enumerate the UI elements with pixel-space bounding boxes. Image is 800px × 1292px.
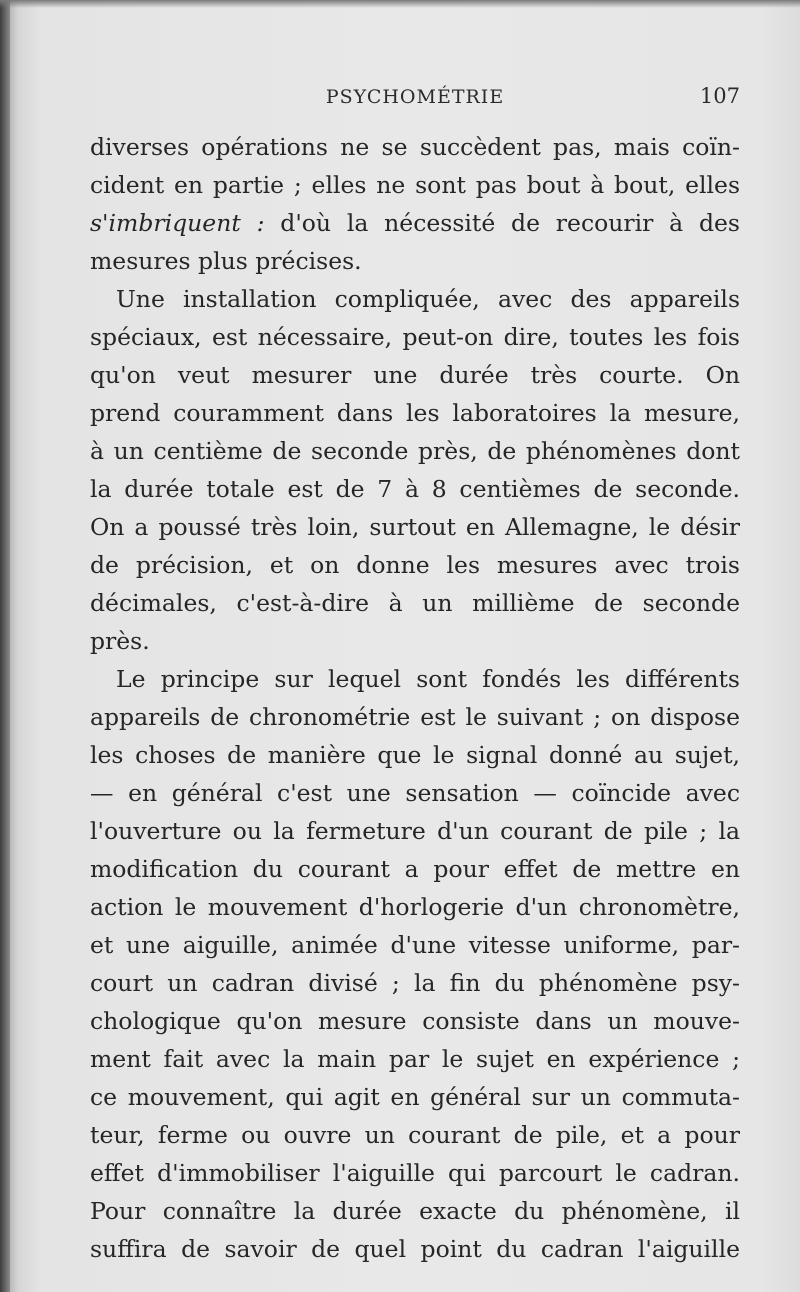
page-header xyxy=(90,84,740,114)
body-text xyxy=(90,128,740,1268)
text-line: modification du courant a pour effet de mettre en xyxy=(90,855,740,883)
running-head: PSYCHOMÉTRIE xyxy=(325,86,505,108)
text-line: chologique qu'on mesure consiste dans un mouve- xyxy=(90,1007,740,1035)
text-line: la durée totale est de 7 à 8 centièmes de seconde. xyxy=(90,475,740,503)
text-line: action le mouvement d'horlogerie d'un chronomètre, xyxy=(90,893,740,921)
text-line xyxy=(90,204,740,242)
text-line: ment fait avec la main par le sujet en expérience ; xyxy=(90,1045,740,1073)
italic-term: s'imbriquent : xyxy=(90,209,265,237)
text-line: suffira de savoir de quel point du cadran l'aiguille xyxy=(90,1235,740,1263)
text-line: prend couramment dans les laboratoires la mesure, xyxy=(90,399,740,427)
paragraph-first-line: Le principe sur lequel sont fondés les différents xyxy=(116,665,740,693)
text-line: qu'on veut mesurer une durée très courte. On xyxy=(90,361,740,389)
text-line: effet d'immobiliser l'aiguille qui parcourt le cadran. xyxy=(90,1159,740,1187)
page-number: 107 xyxy=(699,84,740,108)
text-line: près. xyxy=(90,627,150,655)
text-line: et une aiguille, animée d'une vitesse uniforme, par- xyxy=(90,931,740,959)
text-line: cident en partie ; elles ne sont pas bout à bout, elles xyxy=(90,171,740,199)
text-line: l'ouverture ou la fermeture d'un courant de pile ; la xyxy=(90,817,740,845)
text-line: teur, ferme ou ouvre un courant de pile, et a pour xyxy=(90,1121,740,1149)
text-line: Pour connaître la durée exacte du phénomène, il xyxy=(90,1197,740,1225)
text-line: mesures plus précises. xyxy=(90,247,362,275)
text-line-continuation: d'où la nécessité de recourir à des xyxy=(280,209,740,237)
text-line: — en général c'est une sensation — coïncide avec xyxy=(90,779,740,807)
text-line: décimales, c'est-à-dire à un millième de seconde xyxy=(90,589,740,617)
text-line: On a poussé très loin, surtout en Allemagne, le désir xyxy=(90,513,740,541)
text-line: diverses opérations ne se succèdent pas, mais coïn- xyxy=(90,133,740,161)
text-line: spéciaux, est nécessaire, peut-on dire, toutes les fois xyxy=(90,323,740,351)
paragraph-first-line: Une installation compliquée, avec des appareils xyxy=(116,285,740,313)
text-line: ce mouvement, qui agit en général sur un commuta- xyxy=(90,1083,740,1111)
page-top-shadow xyxy=(0,0,800,8)
text-line: à un centième de seconde près, de phénomènes dont xyxy=(90,437,740,465)
text-line: court un cadran divisé ; la fin du phénomène psy- xyxy=(90,969,740,997)
text-line: les choses de manière que le signal donné au sujet, xyxy=(90,741,740,769)
page-gutter-shadow xyxy=(0,0,10,1292)
text-line: de précision, et on donne les mesures avec trois xyxy=(90,551,740,579)
text-line: appareils de chronométrie est le suivant ; on dispose xyxy=(90,703,740,731)
